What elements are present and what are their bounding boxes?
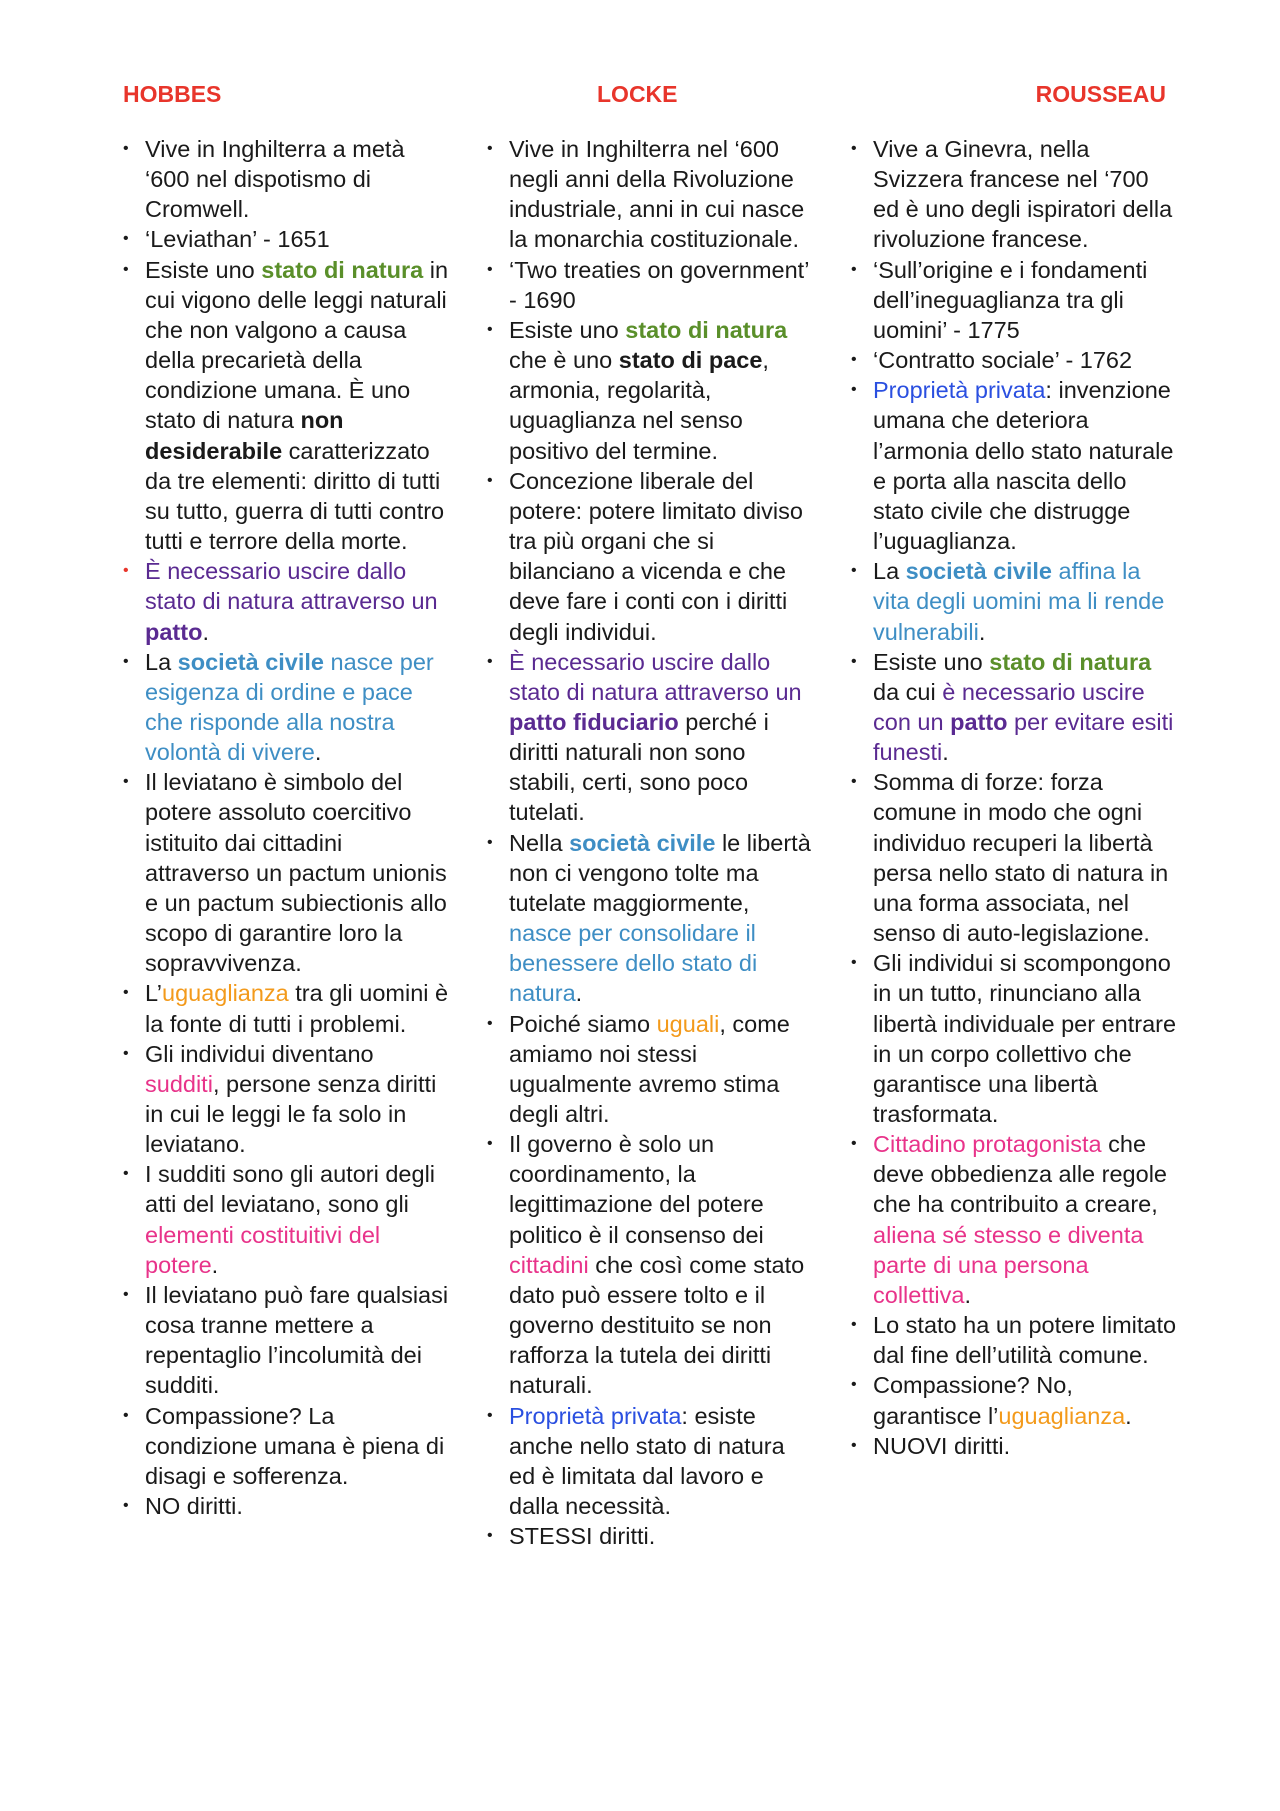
text-segment: stato di natura [625, 316, 788, 343]
bullet-icon: • [851, 1135, 857, 1153]
text-segment: , come amiamo noi stessi ugualmente avremo stima degli altri. [509, 1010, 790, 1127]
text-segment: Poiché siamo [509, 1010, 657, 1037]
list-item [123, 1280, 453, 1401]
bullet-icon: • [851, 381, 857, 399]
bullet-icon: • [123, 1044, 129, 1062]
bullet-icon: • [123, 140, 129, 157]
text-segment: La [145, 648, 178, 675]
text-segment: STESSI diritti. [509, 1523, 656, 1550]
text-segment: le libertà non ci vengono tolte ma tutelate maggiormente, [509, 829, 811, 916]
text-segment: elementi costituitivi del potere [145, 1221, 381, 1278]
text-segment: NUOVI diritti. [873, 1432, 1011, 1459]
bullet-icon: • [123, 260, 129, 278]
text-segment: Vive a Ginevra, nella Svizzera francese nel ‘700 ed è uno degli ispiratori della rivoluzione francese. [873, 136, 1173, 253]
list-item [487, 134, 817, 255]
bullet-icon: • [487, 1135, 493, 1153]
text-segment: per evitare esiti funesti [873, 708, 1174, 766]
list-item [851, 375, 1181, 556]
list-item [123, 1491, 453, 1521]
column-locke [487, 76, 817, 1551]
text-segment: Il governo è solo un coordinamento, la legittimazione del potere politico è il consenso dei [509, 1131, 764, 1248]
text-segment: . [964, 1281, 971, 1308]
text-segment: Esiste uno [873, 648, 990, 675]
bullet-icon: • [487, 320, 493, 338]
text-segment: Gli individui si scompongono in un tutto, rinunciano alla libertà individuale per entrare in un corpo collettivo che garantisce una libertà trasformata. [873, 950, 1177, 1127]
bullet-icon: • [123, 1406, 129, 1424]
list-item [123, 134, 453, 224]
bullet-icon: • [123, 562, 129, 580]
text-segment: non desiderabile [145, 407, 344, 464]
text-segment: ‘Sull’origine e i fondamenti dell’ineguaglianza tra gli uomini’ - 1775 [873, 256, 1148, 343]
text-segment: Vive in Inghilterra nel ‘600 negli anni della Rivoluzione industriale, anni in cui nasce la monarchia costituzionale. [509, 136, 805, 253]
list-item [851, 767, 1181, 948]
text-segment: Compassione? La condizione umana è piena di disagi e sofferenza. [145, 1402, 445, 1489]
text-segment: Lo stato ha un potere limitato dal fine dell’utilità comune. [873, 1312, 1177, 1369]
column-hobbes [123, 76, 453, 1521]
text-segment: . [575, 980, 583, 1007]
list-item [851, 1431, 1181, 1461]
text-segment: società civile [569, 829, 716, 856]
text-segment: Compassione? No, garantisce l’ [873, 1372, 1073, 1429]
text-segment: sudditi [145, 1070, 213, 1097]
bullet-icon: • [487, 471, 493, 489]
list-item [123, 647, 453, 768]
bullet-icon: • [487, 140, 493, 157]
text-segment: : esiste anche nello stato di natura ed è limitata dal lavoro e dalla necessità. [509, 1402, 785, 1520]
bullet-list-locke [487, 134, 817, 1551]
bullet-icon: • [851, 1316, 857, 1334]
text-segment: È necessario uscire dallo stato di natura attraverso un [509, 648, 802, 705]
text-segment: stato di pace [618, 347, 763, 374]
text-segment: società civile [177, 648, 324, 675]
list-item [123, 224, 453, 254]
bullet-icon: • [851, 140, 857, 157]
list-item [123, 1159, 453, 1280]
text-segment: Il leviatano può fare qualsiasi cosa tranne mettere a repentaglio l’incolumità dei sudditi. [145, 1281, 449, 1399]
bullet-icon: • [487, 1527, 493, 1545]
bullet-icon: • [123, 984, 129, 1002]
list-item [487, 315, 817, 466]
bullet-icon: • [487, 833, 493, 851]
list-item [487, 1521, 817, 1551]
text-segment: Esiste uno [509, 316, 626, 343]
text-segment: patto [950, 708, 1008, 735]
list-item [487, 647, 817, 828]
text-segment: Concezione liberale del potere: potere limitato diviso tra più organi che si bilanciano a vicenda e che deve fare i conti con i diritti degli individui. [509, 467, 803, 645]
text-segment: , armonia, regolarità, uguaglianza nel senso positivo del termine. [509, 347, 769, 464]
list-item [851, 1370, 1181, 1430]
bullet-icon: • [123, 230, 129, 248]
list-item [851, 647, 1181, 768]
text-segment: . [202, 618, 209, 645]
bullet-icon: • [851, 562, 857, 580]
text-segment: affina la vita degli uomini ma li rende vulnerabili [873, 558, 1165, 645]
text-segment: che deve obbedienza alle regole che ha contribuito a creare, [873, 1131, 1167, 1218]
bullet-icon: • [487, 1014, 493, 1032]
bullet-icon: • [123, 1497, 129, 1515]
column-title-locke: LOCKE [597, 81, 678, 107]
text-segment: da cui [873, 678, 943, 705]
text-segment: aliena sé stesso e diventa parte di una persona collettiva [873, 1221, 1144, 1308]
column-title-rousseau: ROUSSEAU [1035, 81, 1166, 107]
text-segment: Proprietà privata [509, 1402, 682, 1429]
text-segment: società civile [905, 558, 1052, 585]
bullet-list-rousseau [851, 134, 1181, 1461]
list-item [487, 1129, 817, 1400]
text-segment: Il leviatano è simbolo del potere assoluto coercitivo istituito dai cittadini attraverso un pactum unionis e un pactum subiectionis allo scopo di garantire loro la sopravvivenza. [145, 769, 447, 977]
text-segment: La [873, 558, 906, 585]
text-segment: stato di natura [261, 256, 424, 283]
list-item [851, 255, 1181, 345]
text-segment: uguaglianza [998, 1402, 1126, 1429]
bullet-list-hobbes [123, 134, 453, 1521]
list-item [487, 255, 817, 315]
text-segment: uguali [656, 1010, 720, 1037]
text-segment: cittadini [509, 1251, 589, 1278]
list-item [851, 1310, 1181, 1370]
bullet-icon: • [487, 260, 493, 278]
text-segment: NO diritti. [145, 1493, 243, 1520]
text-segment: . [211, 1251, 219, 1278]
bullet-icon: • [851, 652, 857, 670]
bullet-icon: • [123, 652, 129, 670]
text-segment: I sudditi sono gli autori degli atti del leviatano, sono gli [145, 1161, 436, 1218]
list-item [851, 948, 1181, 1129]
list-item [851, 134, 1181, 255]
bullet-icon: • [851, 773, 857, 791]
text-segment: caratterizzato da tre elementi: diritto di tutti su tutto, guerra di tutti contro tutti e terrore della morte. [145, 437, 445, 555]
text-segment: Gli individui diventano [145, 1040, 374, 1067]
bullet-icon: • [851, 954, 857, 972]
list-item [487, 828, 817, 1009]
list-item [123, 1401, 453, 1491]
text-segment: Vive in Inghilterra a metà ‘600 nel dispotismo di Cromwell. [145, 136, 405, 223]
bullet-icon: • [851, 1376, 857, 1394]
bullet-icon: • [851, 1436, 857, 1454]
text-segment: patto fiduciario [509, 708, 679, 735]
text-segment: in cui vigono delle leggi naturali che non valgono a causa della precarietà della condizione umana. È uno stato di natura [145, 256, 449, 434]
column-rousseau [851, 76, 1181, 1461]
list-item [487, 1009, 817, 1130]
text-segment: L’ [145, 980, 162, 1007]
list-item [851, 556, 1181, 646]
text-segment: è necessario uscire con un [873, 678, 1145, 735]
text-segment: . [314, 739, 322, 766]
text-segment: : invenzione umana che deteriora l’armonia dello stato naturale e porta alla nascita dello stato civile che distrugge l’uguaglianza. [873, 377, 1174, 555]
bullet-icon: • [487, 1406, 493, 1424]
text-segment: uguaglianza [162, 980, 289, 1007]
list-item [123, 1039, 453, 1160]
list-item [123, 767, 453, 978]
text-segment: , persone senza diritti in cui le leggi le fa solo in leviatano. [145, 1070, 437, 1158]
text-segment: È necessario uscire dallo stato di natura attraverso un [145, 558, 438, 615]
bullet-icon: • [123, 773, 129, 791]
list-item [851, 1129, 1181, 1310]
list-item [487, 1401, 817, 1522]
bullet-icon: • [123, 1285, 129, 1303]
text-segment: Cittadino protagonista [873, 1131, 1102, 1158]
text-segment: che è uno [509, 347, 619, 374]
list-item [851, 345, 1181, 375]
text-segment: Somma di forze: forza comune in modo che ogni individuo recuperi la libertà persa nello stato di natura in una forma associata, nel senso di auto-legislazione. [873, 769, 1169, 947]
list-item [123, 556, 453, 646]
text-segment: stato di natura [989, 648, 1152, 675]
text-segment: Esiste uno [145, 256, 262, 283]
bullet-icon: • [487, 652, 493, 670]
text-segment: patto [145, 618, 203, 645]
list-item [123, 978, 453, 1038]
bullet-icon: • [851, 351, 857, 369]
text-segment: nasce per consolidare il benessere dello stato di natura [509, 920, 758, 1007]
text-segment: che così come stato dato può essere tolto e il governo destituito se non rafforza la tutela dei diritti naturali. [509, 1251, 805, 1399]
list-item [123, 255, 453, 557]
text-segment: . [942, 739, 949, 766]
list-item [487, 466, 817, 647]
bullet-icon: • [851, 260, 857, 278]
text-segment: . [978, 618, 986, 645]
text-segment: . [1125, 1402, 1132, 1429]
text-segment: perché i diritti naturali non sono stabili, certi, sono poco tutelati. [509, 708, 769, 826]
text-segment: ‘Leviathan’ - 1651 [145, 226, 330, 253]
text-segment: Nella [509, 829, 570, 856]
text-segment: ‘Two treaties on government’ - 1690 [509, 256, 809, 313]
bullet-icon: • [123, 1165, 129, 1183]
text-segment: tra gli uomini è la fonte di tutti i problemi. [145, 980, 449, 1037]
text-segment: ‘Contratto sociale’ - 1762 [873, 347, 1133, 374]
column-title-hobbes: HOBBES [123, 81, 222, 107]
text-segment: Proprietà privata [873, 377, 1046, 404]
text-segment: nasce per esigenza di ordine e pace che risponde alla nostra volontà di vivere [145, 648, 434, 766]
